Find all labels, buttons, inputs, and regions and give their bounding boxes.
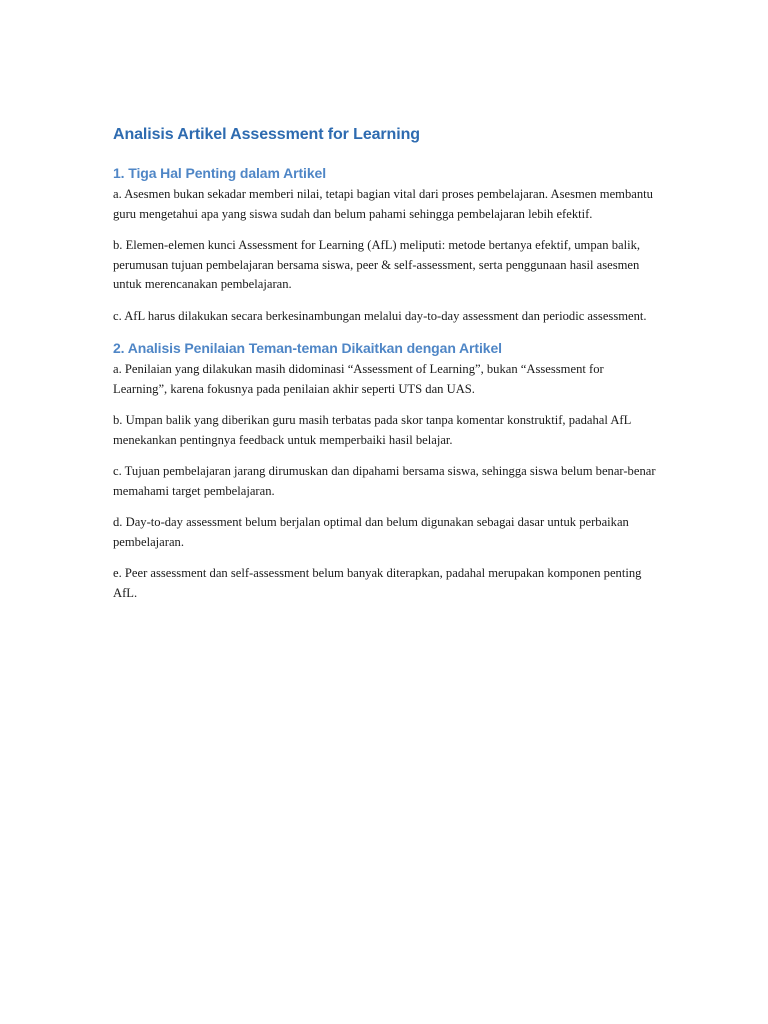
paragraph: b. Umpan balik yang diberikan guru masih terbatas pada skor tanpa komentar konstruktif, padahal AfL menekankan pentingnya feedback untuk memperbaiki hasil belajar. — [113, 413, 631, 447]
paragraph: a. Asesmen bukan sekadar memberi nilai, tetapi bagian vital dari proses pembelajaran. Asesmen membantu guru mengetahui apa yang siswa sudah dan belum pahami sehingga pembelajaran lebih efektif. — [113, 187, 653, 221]
section-heading: 2. Analisis Penilaian Teman-teman Dikaitkan dengan Artikel — [113, 340, 502, 356]
document-title: Analisis Artikel Assessment for Learning — [113, 126, 420, 143]
section-tiga-hal-penting — [113, 163, 658, 326]
paragraph: c. AfL harus dilakukan secara berkesinambungan melalui day-to-day assessment dan periodic assessment. — [113, 308, 647, 323]
paragraph: b. Elemen-elemen kunci Assessment for Learning (AfL) meliputi: metode bertanya efektif, umpan balik, perumusan tujuan pembelajaran bersama siswa, peer & self-assessment, serta penggunaan hasil asesmen untuk merencanakan pembelajaran. — [113, 238, 641, 291]
paragraph: c. Tujuan pembelajaran jarang dirumuskan dan dipahami bersama siswa, sehingga siswa belum benar-benar memahami target pembelajaran. — [113, 464, 656, 498]
paragraph: a. Penilaian yang dilakukan masih didominasi “Assessment of Learning”, bukan “Assessment for Learning”, karena fokusnya pada penilaian akhir seperti UTS dan UAS. — [113, 362, 604, 396]
section-analisis-penilaian — [113, 338, 658, 603]
paragraph: d. Day-to-day assessment belum berjalan optimal dan belum digunakan sebagai dasar untuk perbaikan pembelajaran. — [113, 515, 629, 549]
document-body — [113, 124, 658, 615]
paragraph: e. Peer assessment dan self-assessment belum banyak diterapkan, padahal merupakan komponen penting AfL. — [113, 566, 642, 600]
section-heading: 1. Tiga Hal Penting dalam Artikel — [113, 165, 326, 181]
